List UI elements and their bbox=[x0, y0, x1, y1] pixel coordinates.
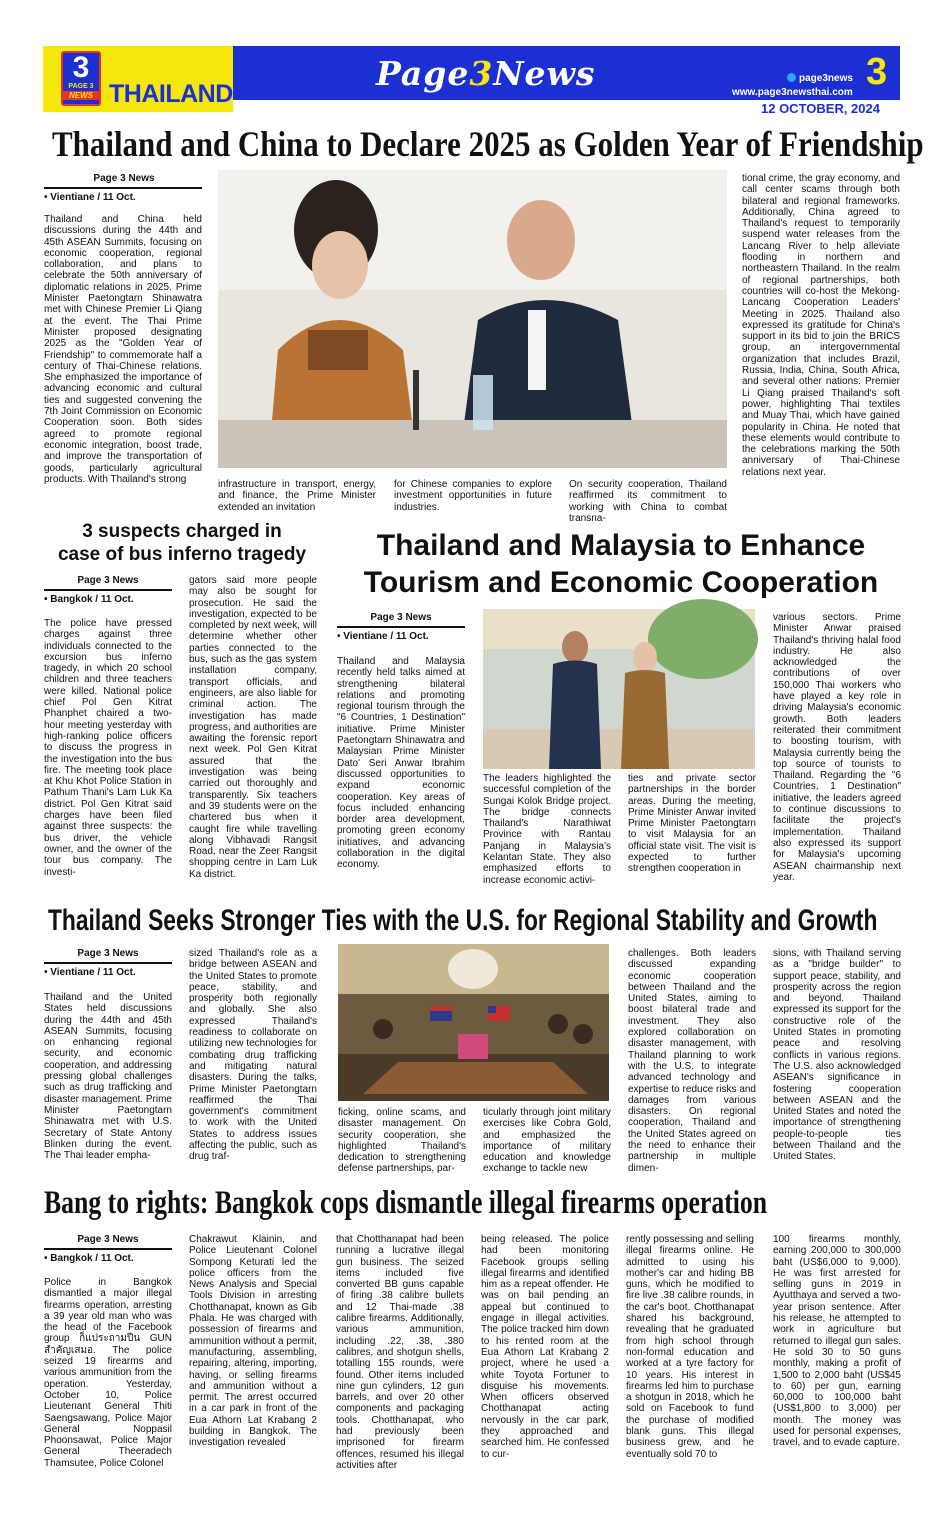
article4-photo-image bbox=[338, 944, 609, 1101]
article1-column-4: On security cooperation, Thailand reaffirmed its commitment to working with China to combat transna- bbox=[569, 479, 727, 524]
article3-photo[interactable] bbox=[483, 609, 755, 769]
article4-photo[interactable] bbox=[338, 944, 609, 1101]
article1-column-3: for Chinese companies to explore investment opportunities in future industries. bbox=[394, 479, 552, 513]
article4-column-3: ficking, online scams, and disaster management. On security cooperation, she highlighted Thailand's dedication to strengthening defense partnerships, par- bbox=[338, 1107, 466, 1175]
article5-column-6: 100 firearms monthly, earning 200,000 to 300,000 baht (US$6,000 to 9,000). He was first arrested for selling guns in 2019 in Ayutthaya and served a two-year prison sentence. After his release, he attempted to work in agriculture but returned to illegal gun sales. He sold 30 to 50 guns monthly, making a profit of 1,500 to 2,000 baht (US$45 to 60) per gun, earning 60,000 to 100,000 baht (US$1,800 to 3,000) per month. The money was used for personal expenses, travel, and to evade capture. bbox=[773, 1234, 901, 1449]
article4-source: Page 3 News bbox=[77, 948, 139, 959]
article5-column-4: being released. The police had been monitoring Facebook groups selling illegal firearms and identified him as a repeat offender. He was on bail pending an appeal but continued to engage in illegal activities. The police tracked him down to his rented room at the Eua Athorn Lat Krabang 2 project, where he used a white Toyota Fortuner to disguise his movements. When officers observed Chotthanapat acting nervously in the car park, they approached and searched him. He confessed to cur- bbox=[481, 1234, 609, 1460]
article2-headline-line2: case of bus inferno tragedy bbox=[57, 544, 307, 565]
article5-column-1: Police in Bangkok dismantled a major illegal firearms operation, arresting a 39 year old man who was the head of the Facebook group ก็แประถามปืน GUN สำคัญเสมอ. The police seized 19 firearms and various ammunition from the operation. Yesterday, October 10, Police Lieutenant General Thiti Saengsawang, Police Major General Noppasil Phoonsawat, Police Major General Theeradech Thamsutee, Police Colonel bbox=[44, 1277, 172, 1469]
logo-news-text: NEWS bbox=[63, 91, 99, 100]
article1-column-5: tional crime, the gray economy, and call center scams through both bilateral and regional frameworks. Additionally, China agreed to Thailand's request to temporarily suspend water releases from the Lancang River to help alleviate flooding in northern and northeastern Thailand. In the realm of regional partnerships, both countries will co-host the Mekong-Lancang Cooperation Leaders' Meeting in 2025. Thailand also expressed its gratitude for China's support in its bid to join the BRICS group, an intergovernmental organization that includes Brazil, Russia, India, China, South Africa, and several other nations. Premier Li Qiang praised Thailand's soft power, highlighting Thai textiles and Muay Thai, which have gained popularity in China. He noted that these elements would contribute to the celebrations marking the 50th anniversary of Thai-Chinese relations next year. bbox=[742, 173, 900, 478]
edition-country: THAILAND bbox=[109, 80, 233, 108]
facebook-handle[interactable] bbox=[787, 73, 853, 84]
article5-column-3: that Chotthanapat had been running a lucrative illegal gun business. The seized items included five converted BB guns capable of firing .38 calibre bullets and 12 Thai-made .38 calibre firearms. Additionally, various ammunition, including .22, .38, .380 calibres, and shotgun shells, totalling 155 rounds, were found. Other items included nine gun cylinders, 12 gun barrels, and over 20 other components and packaging tools. Chotthanapat, who had previously been imprisoned for firearm offences, resumed his illegal activities after bbox=[336, 1234, 464, 1471]
article5-source: Page 3 News bbox=[77, 1234, 139, 1245]
article2-source: Page 3 News bbox=[77, 575, 139, 586]
article4-column-2: sized Thailand's role as a bridge between ASEAN and the United States to promote peace, stability, and prosperity both regionally and globally. She also expressed Thailand's readiness to collaborate on utilizing new technologies for combating drug trafficking and mitigating natural disasters. During the talks, Prime Minister Paetongtarn reaffirmed the Thai government's commitment to work with the United States to address issues affecting the public, such as drug traf- bbox=[189, 948, 317, 1163]
article4-column-6: sions, with Thailand serving as a "bridge builder" to support peace, stability, and prosperity across the region and beyond. Thailand expressed its support for the constructive role of the United States in promoting peace and resolving conflicts in various regions. The U.S. also acknowledged ASEAN's significance in fostering cooperation between ASEAN and the United States and noted the importance of strengthening people-to-people ties between Thailand and the United States. bbox=[773, 948, 901, 1163]
article3-photo-image bbox=[483, 609, 755, 769]
article3-column-2: The leaders highlighted the successful completion of the Sungai Kolok Bridge project. The bridge connects Thailand's Narathiwat Province with Rantau Panjang in Malaysia's Kelantan State. They also emphasized efforts to increase economic activi- bbox=[483, 773, 611, 886]
article4-headline[interactable]: Thailand Seeks Stronger Ties with the U.S. for Regional Stability and Growth bbox=[48, 904, 878, 937]
article3-source: Page 3 News bbox=[370, 612, 432, 623]
article2-dateline: • Bangkok / 11 Oct. bbox=[44, 594, 134, 605]
masthead bbox=[43, 46, 900, 114]
article3-headline-line1: Thailand and Malaysia to Enhance bbox=[376, 529, 866, 562]
article1-divider bbox=[44, 187, 202, 189]
logo-small-text: PAGE 3 bbox=[68, 83, 94, 90]
newspaper-title[interactable] bbox=[376, 54, 596, 94]
article3-column-1: Thailand and Malaysia recently held talks aimed at strengthening bilateral relations and promoting regional tourism through the "6 Countries, 1 Destination" initiative. Prime Minister Paetongtarn Shinawatra and Malaysian Prime Minister Dato' Seri Anwar Ibrahim discussed opportunities to expand economic cooperation. Key areas of focus included enhancing border area development, promoting green economy initiatives, and advancing collaboration in the digital economy. bbox=[337, 656, 465, 871]
website-link[interactable]: www.page3newsthai.com bbox=[732, 87, 853, 98]
title-part-news: News bbox=[493, 54, 596, 93]
article5-headline[interactable]: Bang to rights: Bangkok cops dismantle illegal firearms operation bbox=[44, 1185, 768, 1221]
page-number: 3 bbox=[866, 51, 888, 93]
title-part-three: 3 bbox=[469, 54, 494, 93]
article2-column-2: gators said more people may also be sought for prosecution. He said the investigation, expected to be completed by next week, will determine whether other parties connected to the bus, such as the gas system installation company, transport officials, and engineers, are also liable for criminal action. The investigation has made progress, and authorities are awaiting the forensic report next week. Pol Gen Kitrat assured that the investigation was being carried out thoroughly and transparently. Six teachers and 39 students were on the chartered bus when it caught fire while travelling along Vibhavadi Rangsit Road, near the Zeer Rangsit shopping centre in Lam Luk Ka district. bbox=[189, 575, 317, 880]
issue-date: 12 OCTOBER, 2024 bbox=[761, 101, 880, 116]
article4-column-5: challenges. Both leaders discussed expanding economic cooperation between Thailand and the United States, aiming to boost bilateral trade and investment. They also explored collaboration on disaster management, with Thailand planning to work with the U.S. to integrate advanced technology and expertise to reduce risks and damages from various disasters. On regional cooperation, Thailand and the United States agreed on the need to enhance their partnership in multiple dimen- bbox=[628, 948, 756, 1174]
article2-divider bbox=[44, 589, 172, 591]
article1-source: Page 3 News bbox=[93, 173, 155, 184]
article2-column-1: The police have pressed charges against three individuals connected to the excursion bus inferno tragedy, in which 20 school children and three teachers were killed. National police chief Pol Gen Kitrat Phanphet chaired a two-hour meeting yesterday with high-ranking police officers to discuss the progress in the investigation into the bus fire. The meeting took place at Khu Khot Police Station in Pathum Thani's Lam Luk Ka district. Pol Gen Kitrat said charges have been filed against three suspects: the bus driver, the vehicle owner, and the owner of the tour bus company. The investi- bbox=[44, 618, 172, 878]
article1-column-1: Thailand and China held discussions during the 44th and 45th ASEAN Summits, focusing on economic cooperation, regional collaboration, and plans to celebrate the 50th anniversary of diplomatic relations in 2025. Prime Minister Paetongtarn Shinawatra met with Chinese Premier Li Qiang at the event. The Thai Prime Minister proposed designating 2025 as the "Golden Year of Friendship" to commemorate half a century of Thai-Chinese relations. She emphasized the importance of advancing economic and cultural ties and suggested convening the 7th Joint Commission on Economic Cooperation soon. Both sides agreed to promote regional economic integration, boost trade, and improve the transportation of goods, particularly agricultural products. With Thailand's strong bbox=[44, 214, 202, 485]
article5-column-2: Chakrawut Klainin, and Police Lieutenant Colonel Sompong Keturati led the police officers from the News Analysis and Special Tools Division in arresting Chotthanapat, known as Gib Phala. He was charged with possession of firearms and ammunition without a permit, manufacturing, assembling, repairing, altering, importing, having, or selling firearms and ammunition without a permit. The arrest occurred in a car park in front of the Eua Athorn Lat Krabang 2 building in Bangkok. The investigation revealed bbox=[189, 1234, 317, 1449]
article3-divider bbox=[337, 626, 465, 628]
article1-photo-image bbox=[218, 170, 727, 468]
facebook-icon bbox=[787, 73, 796, 82]
article5-dateline: • Bangkok / 11 Oct. bbox=[44, 1253, 134, 1264]
article3-headline[interactable] bbox=[333, 527, 909, 601]
article5-column-5: rently possessing and selling illegal firearms online. He admitted to using his mother's car and hiding BB guns, which he modified to fire live .38 calibre rounds, in the car's boot. Chotthanapat shared his background, revealing that he graduated from high school through non-formal education and worked at a tyre factory for 10 years. His interest in firearms led him to purchase a shotgun in 2018, which he sold on Facebook to fund the purchase of modified blank guns. This illegal business grew, and he eventually sold 70 to bbox=[626, 1234, 754, 1460]
article3-headline-line2: Tourism and Economic Cooperation bbox=[363, 566, 879, 599]
article1-column-2: infrastructure in transport, energy, and finance, the Prime Minister extended an invitation bbox=[218, 479, 376, 513]
article4-divider bbox=[44, 962, 172, 964]
brand-logo[interactable] bbox=[61, 51, 101, 106]
article1-photo[interactable] bbox=[218, 170, 727, 468]
article4-column-4: ticularly through joint military exercises like Cobra Gold, and emphasized the importance of military education and knowledge exchange to tackle new bbox=[483, 1107, 611, 1175]
title-part-page: Page bbox=[376, 54, 470, 93]
article3-column-4: various sectors. Prime Minister Anwar praised Thailand's thriving halal food industry. He also acknowledged the contributions of over 150,000 Thai workers who have played a key role in driving Malaysia's economic growth. Both leaders reiterated their commitment to boosting tourism, with Malaysia currently being the top source of tourists to Thailand. Regarding the "6 Countries, 1 Destination" initiative, the leaders agreed to continue discussions to facilitate the project's implementation. Thailand also expressed its support for Malaysia's upcoming ASEAN chairmanship next year. bbox=[773, 612, 901, 883]
article1-dateline: • Vientiane / 11 Oct. bbox=[44, 192, 136, 203]
article3-column-3: ties and private sector partnerships in the border areas. During the meeting, Prime Minister Anwar invited Prime Minister Paetongtarn to visit Malaysia for an official state visit. The visit is expected to further strengthen cooperation in bbox=[628, 773, 756, 875]
article3-dateline: • Vientiane / 11 Oct. bbox=[337, 631, 429, 642]
article2-headline[interactable] bbox=[42, 520, 322, 566]
article5-divider bbox=[44, 1248, 172, 1250]
article1-headline[interactable]: Thailand and China to Declare 2025 as Golden Year of Friendship bbox=[52, 124, 924, 164]
facebook-handle-text: page3news bbox=[799, 73, 853, 84]
logo-number: 3 bbox=[72, 51, 90, 84]
article4-column-1: Thailand and the United States held discussions during the 44th and 45th ASEAN Summits, focusing on enhancing regional security, and economic cooperation, and addressing pressing global challenges such as drug trafficking and disaster management. Prime Minister Paetongtarn Shinawatra met with U.S. Secretary of State Antony Blinken during the event. The Thai leader empha- bbox=[44, 992, 172, 1162]
article2-headline-line1: 3 suspects charged in bbox=[82, 521, 282, 542]
article4-dateline: • Vientiane / 11 Oct. bbox=[44, 967, 136, 978]
